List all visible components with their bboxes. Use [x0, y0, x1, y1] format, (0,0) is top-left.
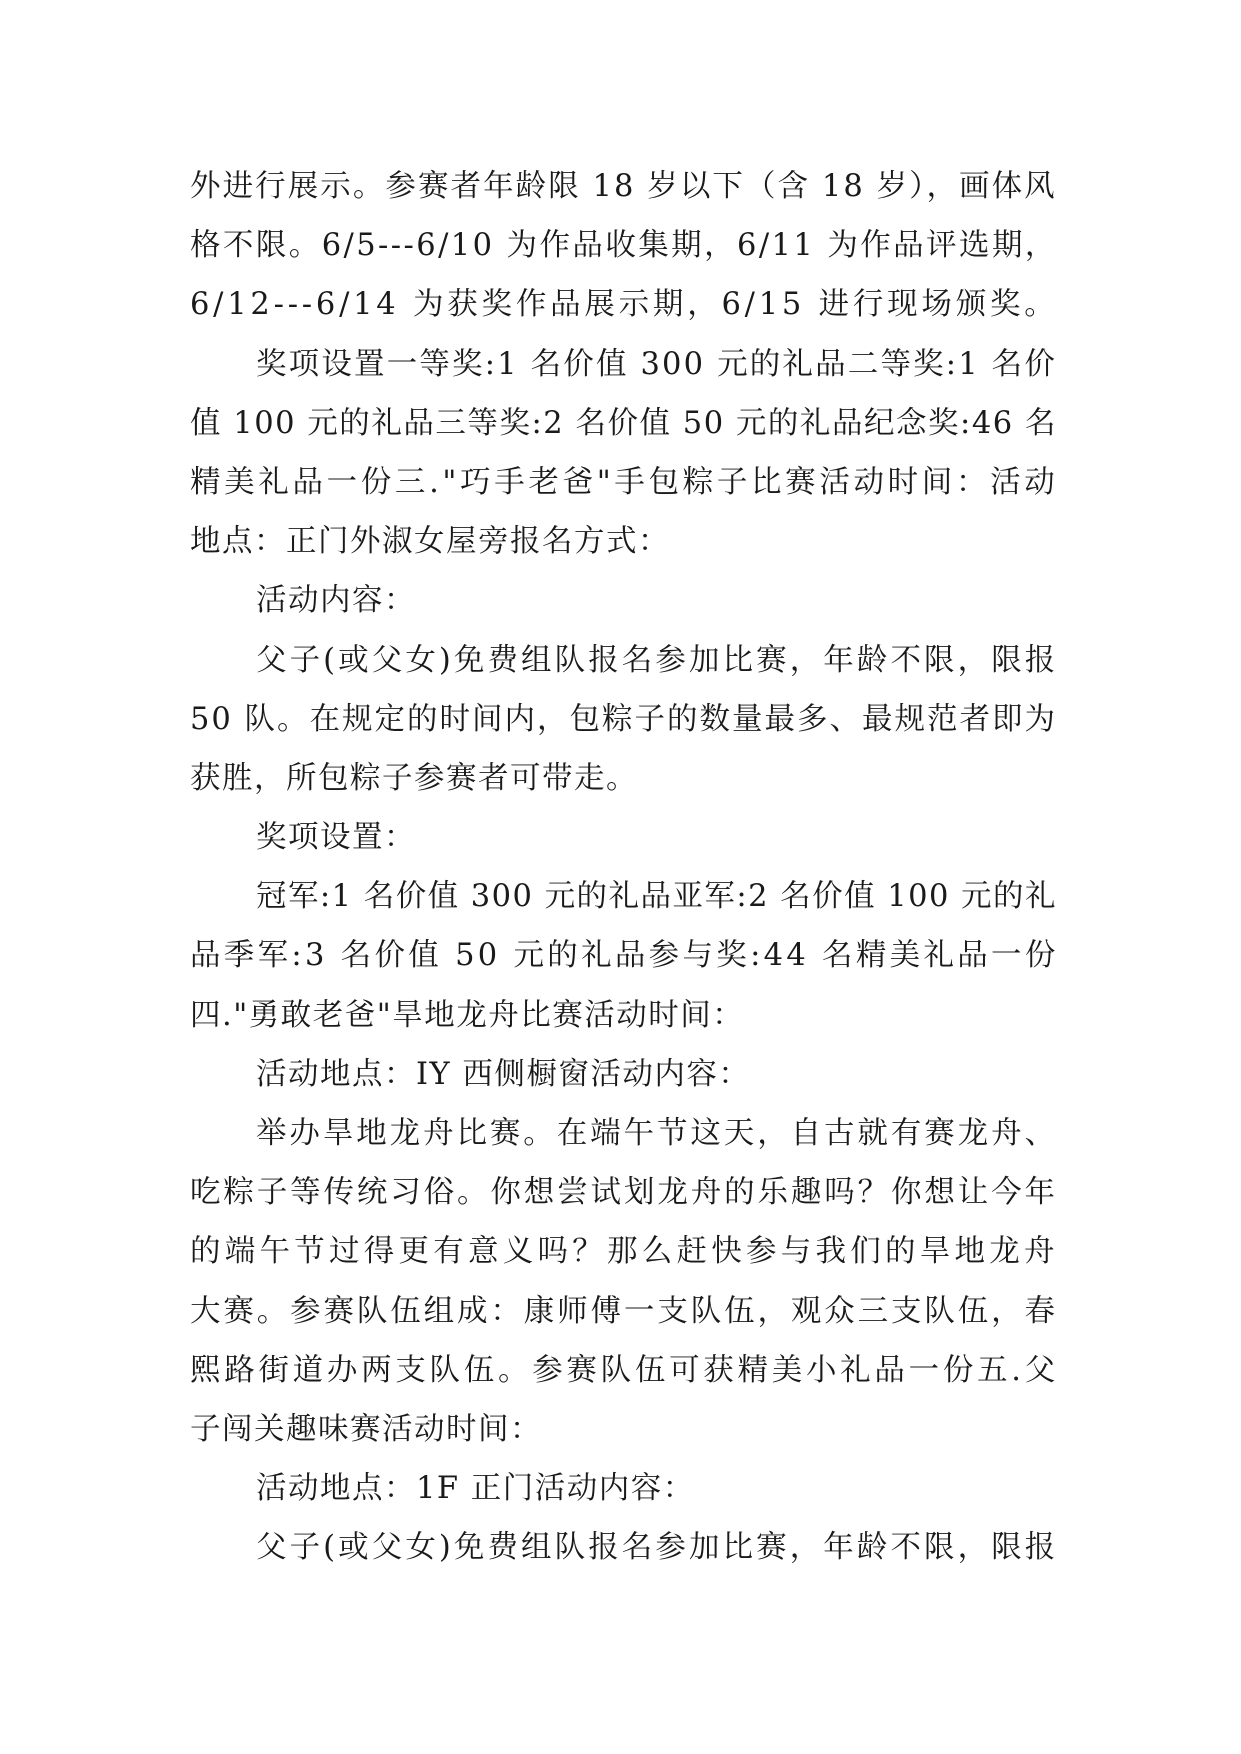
text-line: 熙路街道办两支队伍。参赛队伍可获精美小礼品一份五.父 — [190, 1352, 1059, 1388]
document-body — [190, 157, 1059, 1578]
text-line: 的端午节过得更有意义吗？那么赶快参与我们的旱地龙舟 — [190, 1234, 1059, 1270]
text-line: 奖项设置： — [256, 820, 416, 856]
text-line: 50 队。在规定的时间内，包粽子的数量最多、最规范者即为 — [190, 701, 1058, 737]
text-line: 活动内容： — [256, 583, 416, 619]
text-line: 获胜，所包粽子参赛者可带走。 — [190, 760, 638, 796]
text-line: 冠军:1 名价值 300 元的礼品亚军:2 名价值 100 元的礼 — [256, 879, 1057, 915]
text-line: 奖项设置一等奖:1 名价值 300 元的礼品二等奖:1 名价 — [256, 346, 1058, 382]
text-line: 活动地点：1F 正门活动内容： — [256, 1471, 695, 1507]
text-line: 四."勇敢老爸"旱地龙舟比赛活动时间： — [190, 997, 745, 1033]
text-line: 父子(或父女)免费组队报名参加比赛，年龄不限，限报 — [256, 1530, 1059, 1566]
text-line: 6/12---6/14 为获奖作品展示期，6/15 进行现场颁奖。 — [190, 287, 1059, 323]
text-line: 值 100 元的礼品三等奖:2 名价值 50 元的礼品纪念奖:46 名 — [190, 405, 1057, 441]
text-line: 格不限。6/5---6/10 为作品收集期，6/11 为作品评选期， — [190, 228, 1058, 264]
text-line: 精美礼品一份三."巧手老爸"手包粽子比赛活动时间：活动 — [190, 464, 1059, 500]
text-line: 地点：正门外淑女屋旁报名方式： — [190, 524, 670, 560]
text-line: 父子(或父女)免费组队报名参加比赛，年龄不限，限报 — [256, 642, 1059, 678]
text-line: 吃粽子等传统习俗。你想尝试划龙舟的乐趣吗？你想让今年 — [190, 1175, 1058, 1211]
text-line: 大赛。参赛队伍组成：康师傅一支队伍，观众三支队伍，春 — [190, 1293, 1058, 1329]
text-line: 子闯关趣味赛活动时间： — [190, 1411, 542, 1447]
text-line: 外进行展示。参赛者年龄限 18 岁以下（含 18 岁），画体风 — [190, 169, 1057, 204]
text-line: 品季军:3 名价值 50 元的礼品参与奖:44 名精美礼品一份 — [190, 938, 1059, 974]
text-line: 举办旱地龙舟比赛。在端午节这天，自古就有赛龙舟、 — [256, 1116, 1058, 1151]
text-line: 活动地点：IY 西侧橱窗活动内容： — [256, 1056, 751, 1092]
